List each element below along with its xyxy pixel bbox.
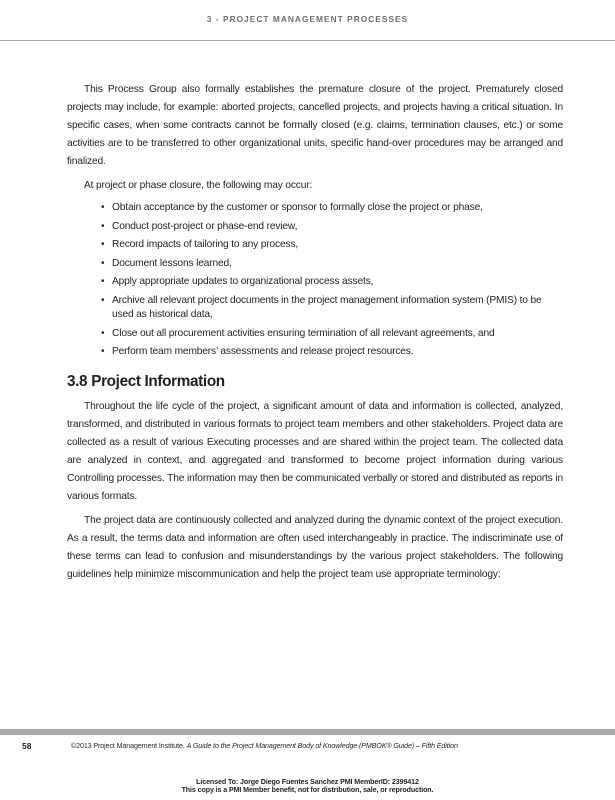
bullet-icon: • [101, 220, 105, 232]
section-title-text: Project Information [91, 372, 225, 390]
header-rule [0, 40, 615, 41]
list-item [67, 327, 563, 342]
footer-citation [71, 742, 458, 750]
running-head: 3 - PROJECT MANAGEMENT PROCESSES [206, 14, 409, 24]
list-item-text: Obtain acceptance by the customer or sponsor to formally close the project or phase, [112, 202, 483, 213]
bullet-icon: • [101, 276, 105, 287]
list-item [67, 257, 563, 272]
list-item [67, 275, 563, 290]
page-body [67, 81, 563, 590]
section-paragraph: The project data are continuously collected and analyzed during the dynamic context of the project execution. As a result, the terms data and information are often used interchangeably in practice. The indiscriminate use of these terms can lead to confusion and misunderstandings by the various project stakeholders. The following guidelines help minimize miscommunication and help the project team use appropriate terminology: [67, 514, 563, 580]
footer-band [0, 729, 615, 735]
footer-book-title: A Guide to the Project Management Body of Knowledge (PMBOK® Guide) – Fifth Edition [186, 742, 458, 750]
license-notice [0, 778, 615, 794]
closure-activities-list [67, 201, 563, 360]
footer-copyright: ©2013 Project Management Institute. [71, 742, 185, 750]
list-item-text: Perform team members’ assessments and release project resources. [112, 346, 414, 357]
list-item [67, 294, 563, 323]
bullet-icon: • [101, 257, 105, 269]
bullet-icon: • [101, 346, 105, 357]
list-item [67, 238, 563, 253]
list-item-text: Record impacts of tailoring to any process, [112, 239, 299, 250]
bullet-icon: • [101, 294, 105, 306]
bullet-icon: • [101, 239, 105, 250]
intro-paragraph: This Process Group also formally establishes the premature closure of the project. Prematurely closed projects may include, for example: aborted projects, cancelled projects, and projects having a critical situation. In specific cases, when some contracts cannot be formally closed (e.g. claims, termination clauses, etc.) or some activities are to be transferred to other organizational units, specific hand-over procedures may be arranged and finalized. [67, 84, 563, 167]
closure-lead-in: At project or phase closure, the following may occur: [84, 180, 313, 191]
list-item [67, 220, 563, 235]
list-item-text: Apply appropriate updates to organizational process assets, [112, 276, 374, 287]
list-item-text: Archive all relevant project documents in the project management information system (PMIS) to be used as historical data, [112, 294, 542, 320]
list-item-text: Document lessons learned, [112, 257, 232, 269]
license-line: Licensed To: Jorge Diego Fuentes Sanchez PMI MemberID: 2399412 [196, 778, 419, 786]
list-item [67, 201, 563, 216]
list-item-text: Conduct post-project or phase-end review, [112, 220, 298, 232]
list-item [67, 345, 563, 360]
bullet-icon: • [101, 327, 105, 339]
section-paragraph: Throughout the life cycle of the project, a significant amount of data and information is collected, analyzed, transformed, and distributed in various formats to project team members and other stakeholders. Project data are collected as a result of various Executing processes and are shared within the project team. The collected data are analyzed in context, and aggregated and transformed to become project information during various Controlling processes. The information may then be communicated verbally or stored and distributed as reports in various formats. [67, 400, 563, 502]
bullet-icon: • [101, 202, 105, 213]
section-heading [67, 372, 563, 392]
section-number: 3.8 [67, 372, 88, 390]
list-item-text: Close out all procurement activities ensuring termination of all relevant agreements, and [112, 327, 495, 339]
page-number: 58 [22, 741, 32, 751]
license-line: This copy is a PMI Member benefit, not for distribution, sale, or reproduction. [181, 786, 434, 794]
